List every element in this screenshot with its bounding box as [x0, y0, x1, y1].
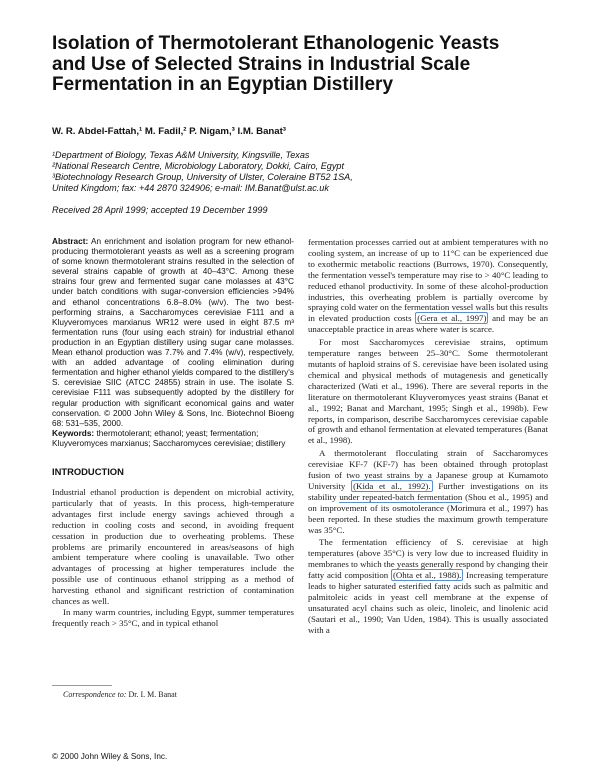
text-run: Increasing temperature leads to higher saturated esterified fatty acids such as palmitic and palmitoleic acids in yeast cell membrane at the expense of unsaturated acyl chains such as oleic, linoleic, and linolenic acid (Sautari et al., 1990; Van Uden, 1984). This is usually associated with a — [308, 570, 548, 635]
affiliation-line: ¹Department of Biology, Texas A&M University, Kingsville, Texas — [52, 150, 310, 160]
affiliation-line: ²National Research Centre, Microbiology Laboratory, Dokki, Cairo, Egypt — [52, 161, 344, 171]
text-run: A thermotolerant flocculating strain of Saccharomyces cerevisiae KF-7 (KF-7) has been obtained through protoplast fusion of two yeast strains by a Japanese group at Kumamoto University — [308, 448, 548, 491]
author-list: W. R. Abdel-Fattah,¹ M. Fadil,² P. Nigam,³ I.M. Banat³ — [52, 126, 286, 137]
citation-link[interactable]: (Ohta et al., 1988). — [392, 570, 462, 581]
paper-title: Isolation of Thermotolerant Ethanologenic Yeasts and Use of Selected Strains in Industrial Scale Fermentation in an Egyptian Distillery — [52, 33, 500, 95]
correspondence-label: Correspondence to: — [63, 690, 127, 699]
paragraph: In many warm countries, including Egypt, summer temperatures frequently reach > 35°C, and in typical ethanol — [52, 606, 294, 628]
affiliations — [52, 150, 572, 194]
citation-link[interactable]: (Kida et al., 1992). — [353, 480, 431, 491]
text-run: fermentation processes carried out at ambient temperatures with no cooling system, an increase of up to 11°C can be experienced due to exothermic metabolic reactions (Burrows, 1970). Consequently, the fermentation vessel's temperature may rise to > 40°C leading to reduced ethanol productivity. In some of these alcohol-production industries, this overheating problem is partially overcome by spraying cold water on the fermentation vessel walls but this results in elevated production costs — [308, 237, 548, 324]
keywords — [52, 429, 294, 449]
abstract-label: Abstract: — [52, 237, 89, 246]
affiliation-line: United Kingdom; fax: +44 2870 324906; e-mail: IM.Banat@ulst.ac.uk — [52, 183, 329, 193]
keywords-text: thermotolerant; ethanol; yeast; fermentation; Kluyveromyces marxianus; Saccharomyces cerevisiae; distillery — [52, 428, 286, 448]
right-column — [308, 237, 548, 638]
affiliation-line: ³Biotechnology Research Group, University of Ulster, Coleraine BT52 1SA, — [52, 172, 353, 182]
paragraph: Industrial ethanol production is dependent on microbial activity, particularly that of yeasts. In this process, high-temperature advantages first include energy savings achieved through a reduction in cooling costs and second, in avoiding frequent cessation in production due to overheating problems. These problems are primarily encountered in areas/seasons of high ambient temperature where cooling is unavailable. Two other advantages of processing at higher temperatures include the possible use of continuous ethanol stripping as a method of harvesting ethanol and significant restriction of contamination chances as well. — [52, 487, 294, 607]
introduction-text — [52, 487, 294, 629]
text-run: The fermentation efficiency of S. cerevisiae at high temperatures (above 35°C) is very low due to increased fluidity in membranes to which the yeasts generally respond by changing their fatty acid composition — [308, 537, 548, 581]
paragraph: For most Saccharomyces cerevisiae strains, optimum temperature ranges between 25–30°C. Some thermotolerant mutants of haploid strains of S. cerevisiae have been isolated using chemical and physical methods of mutagenesis and genetically characterized (Wati et al., 1996). There are several reports in the literature on thermotolerant Kluyveromyces yeast strains (Banat et al., 1992; Banat and Marchant, 1995; Singh et al., 1998b). Few reports, in comparison, describe Saccharomyces cerevisiae capable of growth and ethanol fermentation at elevated temperatures (Banat et al., 1998). — [308, 337, 548, 446]
text-run: (Shou et al., 1995) and on improvement of its osmotolerance (Morimura et al., 1997) has been reported. In these studies the maximum growth temperature was 35°C. — [308, 491, 549, 535]
paragraph — [308, 537, 548, 635]
correspondence-name: Dr. I. M. Banat — [128, 690, 177, 699]
text-run: and may be an unacceptable practice in areas where water is scarce. — [308, 313, 548, 335]
copyright-notice: © 2000 John Wiley & Sons, Inc. — [52, 752, 168, 761]
paragraph — [308, 237, 548, 335]
highlighted-text[interactable]: under repeated-batch fermentation — [339, 491, 463, 502]
text-run: Further investigations on its stability — [308, 480, 548, 502]
abstract-block — [52, 237, 294, 449]
paragraph — [308, 448, 548, 535]
abstract-text: An enrichment and isolation program for new ethanol-producing thermotolerant yeasts as well as a screening program of some known thermotolerant strains resulted in the selection of several strains capable of growth at 40–43°C. Among these strains four grew and fermented sugar cane molasses at 43°C under batch conditions with sugar-conversion efficiencies >94% and ethanol concentrations 6.8–8.0% (w/v). The two best-performing strains, a Saccharomyces cerevisiae F111 and a Kluyveromyces marxianus WR12 were used in eight 87.5 m³ fermentation runs (four using each strain) for industrial ethanol production in an Egyptian distillery using sugar cane molasses. Mean ethanol production was 7.7% and 7.4% (w/v), respectively, with an added advantage of cooling elimination during fermentation and higher ethanol yields compared to the distillery's S. cerevisiae SIIC (ATCC 24855) strain in use. The isolate S. cerevisiae F111 was subsequently adopted by the distillery for regular production with significant economical gains and water conservation. © 2000 John Wiley & Sons, Inc. Biotechnol Bioeng 68: 531–535, 2000. — [52, 237, 294, 428]
footnote-divider — [52, 685, 112, 686]
keywords-label: Keywords: — [52, 428, 95, 438]
abstract — [52, 237, 294, 429]
received-dates: Received 28 April 1999; accepted 19 December 1999 — [52, 205, 268, 215]
section-heading-introduction: INTRODUCTION — [52, 466, 124, 477]
correspondence-note — [63, 690, 177, 699]
citation-link[interactable]: (Gera et al., 1997) — [417, 313, 487, 324]
